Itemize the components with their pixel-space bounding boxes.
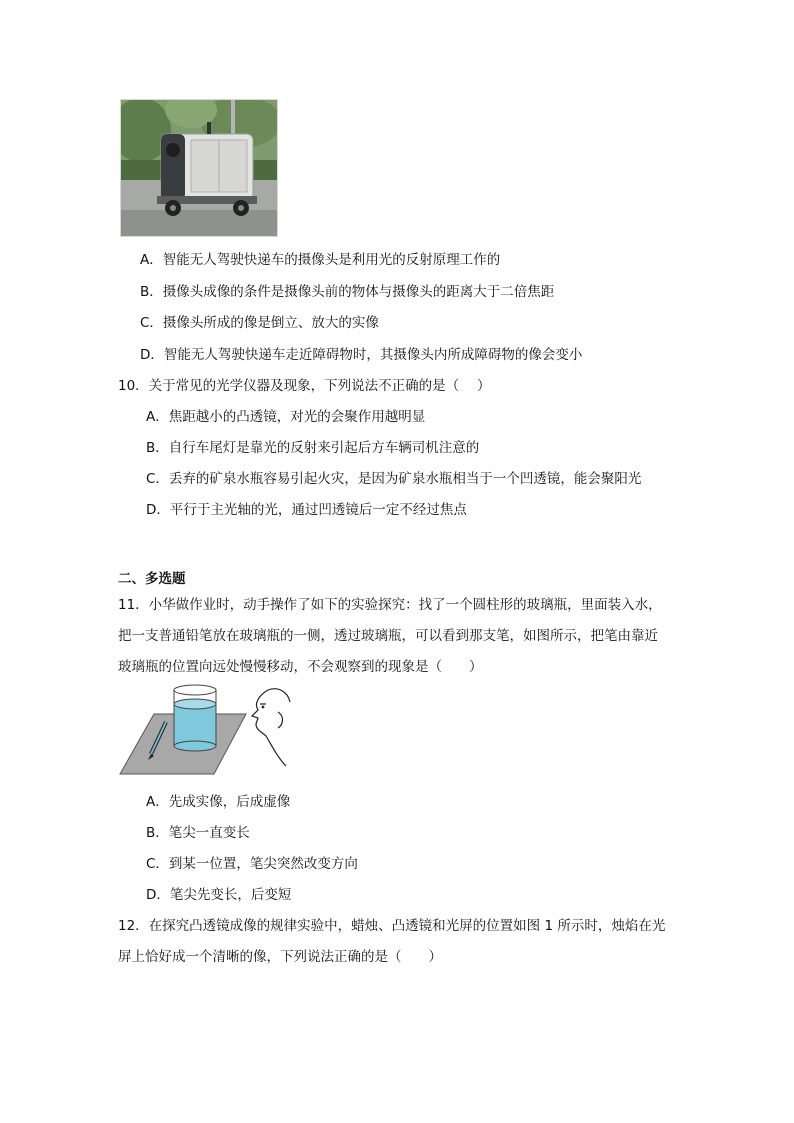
section-heading: 二、多选题 xyxy=(118,571,186,587)
q9-option-b: B．摄像头成像的条件是摄像头前的物体与摄像头的距离大于二倍焦距 xyxy=(140,284,555,300)
q11-option-b: B．笔尖一直变长 xyxy=(146,825,250,841)
q10-option-a: A．焦距越小的凸透镜，对光的会聚作用越明显 xyxy=(146,409,426,425)
q10-option-b: B．自行车尾灯是靠光的反射来引起后方车辆司机注意的 xyxy=(146,440,480,456)
q9-option-c: C．摄像头所成的像是倒立、放大的实像 xyxy=(140,315,379,331)
q11-option-a: A．先成实像，后成虚像 xyxy=(146,794,291,810)
q10-option-d: D．平行于主光轴的光，通过凹透镜后一定不经过焦点 xyxy=(146,502,467,518)
q11-stem-line-3: 玻璃瓶的位置向远处慢慢移动，不会观察到的现象是（ ） xyxy=(118,659,483,675)
q10-stem: 10．关于常见的光学仪器及现象，下列说法不正确的是（ ） xyxy=(118,378,491,394)
q12-stem-line-1: 12．在探究凸透镜成像的规律实验中，蜡烛、凸透镜和光屏的位置如图 1 所示时，烛焰在光 xyxy=(118,918,666,934)
q11-stem-line-2: 把一支普通铅笔放在玻璃瓶的一侧，透过玻璃瓶，可以看到那支笔，如图所示，把笔由靠近 xyxy=(118,628,658,644)
q12-stem-line-2: 屏上恰好成一个清晰的像，下列说法正确的是（ ） xyxy=(118,949,442,965)
delivery-robot-photo xyxy=(120,99,278,237)
q9-option-a: A．智能无人驾驶快递车的摄像头是利用光的反射原理工作的 xyxy=(140,252,501,268)
q11-option-d: D．笔尖先变长，后变短 xyxy=(146,887,292,903)
q11-figure xyxy=(118,682,298,780)
q11-option-c: C．到某一位置，笔尖突然改变方向 xyxy=(146,856,358,872)
q9-option-d: D．智能无人驾驶快递车走近障碍物时，其摄像头内所成障碍物的像会变小 xyxy=(140,347,583,363)
q10-option-c: C．丢弃的矿泉水瓶容易引起火灾，是因为矿泉水瓶相当于一个凹透镜，能会聚阳光 xyxy=(146,471,642,487)
q11-stem-line-1: 11．小华做作业时，动手操作了如下的实验探究：找了一个圆柱形的玻璃瓶，里面装入水， xyxy=(118,597,662,613)
delivery-robot-illustration xyxy=(121,100,277,236)
glass-pencil-eye-diagram xyxy=(118,682,298,780)
